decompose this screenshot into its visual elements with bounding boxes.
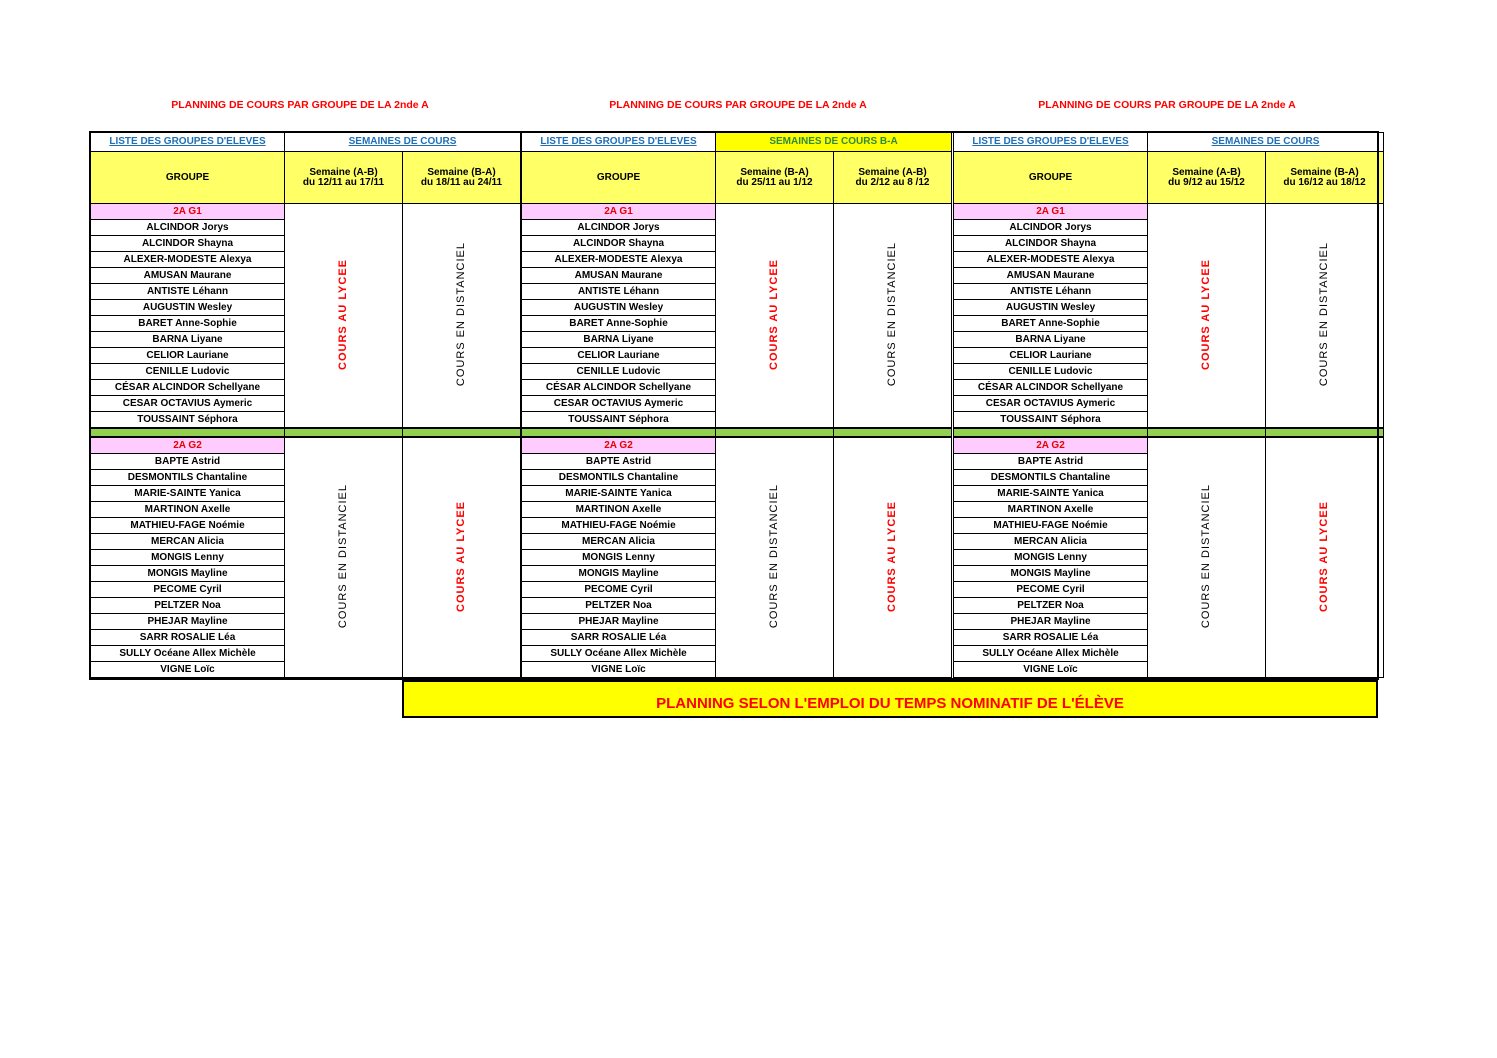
student-name: CÉSAR ALCINDOR Schellyane [954, 380, 1148, 396]
planning-table [521, 132, 952, 678]
group-separator [285, 428, 403, 437]
list-header: LISTE DES GROUPES D'ELEVES [954, 133, 1148, 152]
group-separator [1148, 428, 1266, 437]
list-header: LISTE DES GROUPES D'ELEVES [522, 133, 716, 152]
student-name: BAPTE Astrid [954, 454, 1148, 470]
student-name: BARNA Liyane [522, 332, 716, 348]
student-name: CESAR OCTAVIUS Aymeric [91, 396, 285, 412]
student-name: ALCINDOR Jorys [522, 220, 716, 236]
group-separator [403, 428, 521, 437]
course-mode-label: COURS AU LYCEE [455, 500, 467, 612]
course-mode-label: COURS AU LYCEE [886, 500, 898, 612]
student-name: BARNA Liyane [954, 332, 1148, 348]
student-name: MONGIS Lenny [91, 550, 285, 566]
student-name: AUGUSTIN Wesley [522, 300, 716, 316]
list-header: LISTE DES GROUPES D'ELEVES [91, 133, 285, 152]
student-name: MERCAN Alicia [954, 534, 1148, 550]
week2-dates: du 16/12 au 18/12 [1283, 176, 1366, 188]
course-mode-cell [285, 437, 403, 678]
page-title-2: PLANNING DE COURS PAR GROUPE DE LA 2nde A [609, 99, 867, 111]
course-mode-label: COURS AU LYCEE [768, 258, 780, 370]
planning-panel-3 [953, 132, 1383, 680]
student-name: VIGNE Loïc [91, 662, 285, 678]
group-name: 2A G1 [91, 204, 285, 220]
week2-dates: du 18/11 au 24/11 [420, 176, 503, 188]
student-name: CESAR OCTAVIUS Aymeric [522, 396, 716, 412]
group-separator [716, 428, 834, 437]
week2-label: Semaine (A-B) [858, 166, 927, 178]
course-mode-cell [716, 437, 834, 678]
student-name: ALCINDOR Shayna [522, 236, 716, 252]
weeks-header: SEMAINES DE COURS B-A [716, 133, 952, 152]
week2-dates: du 2/12 au 8 /12 [855, 176, 930, 188]
student-name: ALEXER-MODESTE Alexya [954, 252, 1148, 268]
week2-header [834, 152, 952, 204]
student-name: CELIOR Lauriane [91, 348, 285, 364]
course-mode-cell [1148, 204, 1266, 429]
planning-table [90, 132, 521, 678]
student-name: PELTZER Noa [522, 598, 716, 614]
group-separator [834, 428, 952, 437]
group-name: 2A G1 [522, 204, 716, 220]
student-name: CENILLE Ludovic [91, 364, 285, 380]
page-title-1: PLANNING DE COURS PAR GROUPE DE LA 2nde A [171, 99, 429, 111]
course-mode-label: COURS EN DISTANCIEL [768, 483, 780, 629]
student-name: ALCINDOR Jorys [91, 220, 285, 236]
student-name: TOUSSAINT Séphora [522, 412, 716, 429]
student-name: MONGIS Lenny [954, 550, 1148, 566]
planning-table [953, 132, 1384, 678]
course-mode-cell [834, 437, 952, 678]
course-mode-label: COURS AU LYCEE [1318, 500, 1330, 612]
student-name: ALEXER-MODESTE Alexya [91, 252, 285, 268]
student-name: MONGIS Mayline [954, 566, 1148, 582]
student-name: CÉSAR ALCINDOR Schellyane [91, 380, 285, 396]
course-mode-label: COURS EN DISTANCIEL [455, 241, 467, 387]
week2-header [403, 152, 521, 204]
student-name: BARET Anne-Sophie [954, 316, 1148, 332]
student-name: PELTZER Noa [954, 598, 1148, 614]
student-name: MATHIEU-FAGE Noémie [522, 518, 716, 534]
week1-dates: du 12/11 au 17/11 [302, 176, 385, 188]
student-name: DESMONTILS Chantaline [522, 470, 716, 486]
student-name: SULLY Océane Allex Michèle [522, 646, 716, 662]
course-mode-cell [1148, 437, 1266, 678]
weeks-header: SEMAINES DE COURS [285, 133, 521, 152]
course-mode-cell [1266, 437, 1384, 678]
student-name: VIGNE Loïc [954, 662, 1148, 678]
student-name: AMUSAN Maurane [954, 268, 1148, 284]
student-name: SULLY Océane Allex Michèle [91, 646, 285, 662]
week1-header [1148, 152, 1266, 204]
student-name: AUGUSTIN Wesley [91, 300, 285, 316]
student-name: VIGNE Loïc [522, 662, 716, 678]
student-name: BAPTE Astrid [522, 454, 716, 470]
group-column-header: GROUPE [522, 152, 716, 204]
student-name: MARTINON Axelle [522, 502, 716, 518]
student-name: DESMONTILS Chantaline [954, 470, 1148, 486]
week1-header [285, 152, 403, 204]
student-name: AUGUSTIN Wesley [954, 300, 1148, 316]
student-name: BARNA Liyane [91, 332, 285, 348]
student-name: MERCAN Alicia [522, 534, 716, 550]
group-name: 2A G2 [954, 437, 1148, 454]
group-separator [522, 428, 716, 437]
course-mode-cell [716, 204, 834, 429]
course-mode-cell [403, 204, 521, 429]
student-name: MONGIS Mayline [91, 566, 285, 582]
week1-label: Semaine (B-A) [740, 166, 809, 178]
student-name: TOUSSAINT Séphora [91, 412, 285, 429]
student-name: MARIE-SAINTE Yanica [91, 486, 285, 502]
student-name: BAPTE Astrid [91, 454, 285, 470]
student-name: PHEJAR Mayline [954, 614, 1148, 630]
planning-panel-1 [90, 132, 520, 680]
course-mode-label: COURS EN DISTANCIEL [1318, 241, 1330, 387]
student-name: PHEJAR Mayline [522, 614, 716, 630]
student-name: ALCINDOR Jorys [954, 220, 1148, 236]
student-name: CENILLE Ludovic [954, 364, 1148, 380]
course-mode-label: COURS EN DISTANCIEL [886, 241, 898, 387]
course-mode-label: COURS EN DISTANCIEL [337, 483, 349, 629]
course-mode-label: COURS EN DISTANCIEL [1200, 483, 1212, 629]
student-name: ANTISTE Léhann [91, 284, 285, 300]
student-name: MATHIEU-FAGE Noémie [91, 518, 285, 534]
student-name: PELTZER Noa [91, 598, 285, 614]
weeks-header: SEMAINES DE COURS [1148, 133, 1384, 152]
student-name: SARR ROSALIE Léa [522, 630, 716, 646]
course-mode-cell [1266, 204, 1384, 429]
student-name: CELIOR Lauriane [522, 348, 716, 364]
week2-header [1266, 152, 1384, 204]
student-name: TOUSSAINT Séphora [954, 412, 1148, 429]
student-name: ALCINDOR Shayna [954, 236, 1148, 252]
student-name: MARTINON Axelle [954, 502, 1148, 518]
student-name: MATHIEU-FAGE Noémie [954, 518, 1148, 534]
group-name: 2A G2 [522, 437, 716, 454]
week1-dates: du 9/12 au 15/12 [1168, 176, 1245, 188]
course-mode-cell [285, 204, 403, 429]
student-name: CÉSAR ALCINDOR Schellyane [522, 380, 716, 396]
course-mode-label: COURS AU LYCEE [1200, 258, 1212, 370]
week1-label: Semaine (A-B) [309, 166, 378, 178]
student-name: MERCAN Alicia [91, 534, 285, 550]
planning-panel-2 [521, 132, 951, 680]
student-name: BARET Anne-Sophie [91, 316, 285, 332]
student-name: ANTISTE Léhann [954, 284, 1148, 300]
student-name: ALCINDOR Shayna [91, 236, 285, 252]
student-name: MARIE-SAINTE Yanica [954, 486, 1148, 502]
student-name: SARR ROSALIE Léa [91, 630, 285, 646]
course-mode-cell [403, 437, 521, 678]
week1-label: Semaine (A-B) [1172, 166, 1241, 178]
group-column-header: GROUPE [954, 152, 1148, 204]
student-name: CELIOR Lauriane [954, 348, 1148, 364]
student-name: MONGIS Lenny [522, 550, 716, 566]
student-name: PECOME Cyril [91, 582, 285, 598]
student-name: DESMONTILS Chantaline [91, 470, 285, 486]
student-name: MONGIS Mayline [522, 566, 716, 582]
student-name: AMUSAN Maurane [91, 268, 285, 284]
student-name: CESAR OCTAVIUS Aymeric [954, 396, 1148, 412]
student-name: BARET Anne-Sophie [522, 316, 716, 332]
course-mode-cell [834, 204, 952, 429]
week1-dates: du 25/11 au 1/12 [736, 176, 813, 188]
week2-label: Semaine (B-A) [427, 166, 496, 178]
group-name: 2A G2 [91, 437, 285, 454]
student-name: SARR ROSALIE Léa [954, 630, 1148, 646]
group-name: 2A G1 [954, 204, 1148, 220]
week1-header [716, 152, 834, 204]
group-column-header: GROUPE [91, 152, 285, 204]
student-name: ALEXER-MODESTE Alexya [522, 252, 716, 268]
group-separator [1266, 428, 1384, 437]
week2-label: Semaine (B-A) [1290, 166, 1359, 178]
student-name: MARTINON Axelle [91, 502, 285, 518]
course-mode-label: COURS AU LYCEE [337, 258, 349, 370]
page-title-3: PLANNING DE COURS PAR GROUPE DE LA 2nde A [1038, 99, 1296, 111]
student-name: PECOME Cyril [522, 582, 716, 598]
student-name: AMUSAN Maurane [522, 268, 716, 284]
footer-banner: PLANNING SELON L'EMPLOI DU TEMPS NOMINATIF DE L'ÉLÈVE [402, 680, 1378, 718]
student-name: CENILLE Ludovic [522, 364, 716, 380]
student-name: SULLY Océane Allex Michèle [954, 646, 1148, 662]
group-separator [91, 428, 285, 437]
student-name: PHEJAR Mayline [91, 614, 285, 630]
student-name: ANTISTE Léhann [522, 284, 716, 300]
group-separator [954, 428, 1148, 437]
student-name: MARIE-SAINTE Yanica [522, 486, 716, 502]
student-name: PECOME Cyril [954, 582, 1148, 598]
